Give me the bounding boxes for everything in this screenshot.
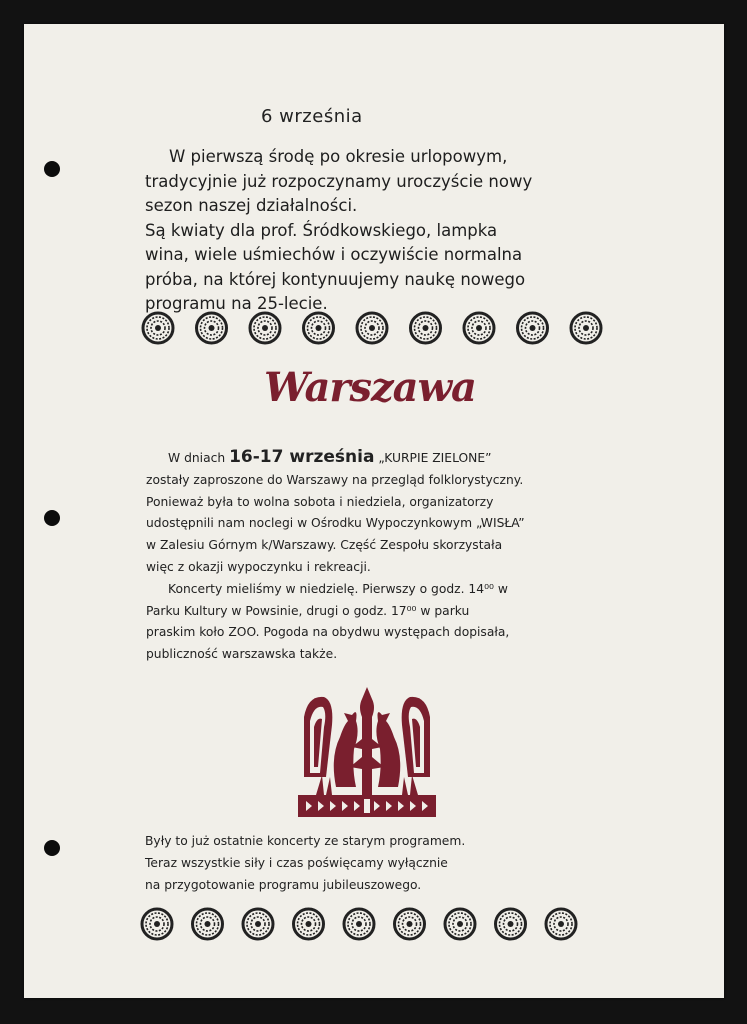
text-fragment: „KURPIE ZIELONE” <box>374 451 492 465</box>
text-line: zostały zaproszone do Warszawy na przegląd folklorystyczny. <box>146 472 524 487</box>
round-rosette-stamp-icon <box>571 313 601 343</box>
round-rosette-stamp-icon <box>142 909 172 939</box>
text-line: publiczność warszawska także. <box>146 647 338 662</box>
round-rosette-stamp-icon <box>496 909 526 939</box>
round-rosette-stamp-icon <box>304 313 334 343</box>
text-line: na przygotowanie programu jubileuszowego. <box>145 878 422 892</box>
binder-hole <box>44 840 60 856</box>
stamp-row-top <box>141 311 611 345</box>
intro-paragraph <box>145 145 625 317</box>
text-line: Teraz wszystkie siły i czas poświęcamy wyłącznie <box>145 856 448 870</box>
highlighted-dates: 16-17 września <box>229 447 375 467</box>
text-line: więc z okazji wypoczynku i rekreacji. <box>146 559 371 574</box>
round-rosette-stamp-icon <box>193 909 223 939</box>
city-title: Warszawa <box>264 364 476 411</box>
text-line: sezon naszej działalności. <box>145 196 358 215</box>
text-line: Koncerty mieliśmy w niedzielę. Pierwszy o godz. 14⁰⁰ w <box>168 581 508 596</box>
text-line: W pierwszą środę po okresie urlopowym, <box>169 147 508 166</box>
round-rosette-stamp-icon <box>546 909 576 939</box>
round-rosette-stamp-icon <box>445 909 475 939</box>
binder-hole <box>44 161 60 177</box>
round-rosette-stamp-icon <box>518 313 548 343</box>
stamp-row-bottom <box>140 907 580 941</box>
round-rosette-stamp-icon <box>197 313 227 343</box>
text-line: wina, wiele uśmiechów i oczywiście normalna <box>145 245 523 264</box>
round-rosette-stamp-icon <box>395 909 425 939</box>
round-rosette-stamp-icon <box>411 313 441 343</box>
text-line: Ponieważ była to wolna sobota i niedziela, organizatorzy <box>146 494 494 509</box>
kurpie-bird-paper-cutout-icon <box>296 677 438 819</box>
text-line: Były to już ostatnie koncerty ze starym programem. <box>145 834 466 848</box>
text-line: Parku Kultury w Powsinie, drugi o godz. 17⁰⁰ w parku <box>146 603 470 618</box>
text-fragment: W dniach <box>168 451 230 465</box>
binder-hole <box>44 510 60 526</box>
text-line: w Zalesiu Górnym k/Warszawy. Część Zespołu skorzystała <box>146 538 503 553</box>
round-rosette-stamp-icon <box>344 909 374 939</box>
text-line: praskim koło ZOO. Pogoda na obydwu występach dopisała, <box>146 625 510 640</box>
document-page <box>24 24 724 998</box>
text-line-first <box>146 447 626 470</box>
text-line: programu na 25-lecie. <box>145 294 328 313</box>
date-heading: 6 września <box>261 106 363 127</box>
text-line: Są kwiaty dla prof. Śródkowskiego, lampka <box>145 220 498 240</box>
round-rosette-stamp-icon <box>250 313 280 343</box>
round-rosette-stamp-icon <box>464 313 494 343</box>
round-rosette-stamp-icon <box>143 313 173 343</box>
text-line: tradycyjnie już rozpoczynamy uroczyście nowy <box>145 171 533 191</box>
report-paragraph <box>146 447 626 666</box>
closing-paragraph <box>145 830 605 896</box>
round-rosette-stamp-icon <box>243 909 273 939</box>
text-line: próba, na której kontynuujemy naukę nowego <box>145 269 526 289</box>
text-line: udostępnili nam noclegi w Ośrodku Wypoczynkowym „WISŁA” <box>146 516 525 531</box>
round-rosette-stamp-icon <box>357 313 387 343</box>
round-rosette-stamp-icon <box>294 909 324 939</box>
